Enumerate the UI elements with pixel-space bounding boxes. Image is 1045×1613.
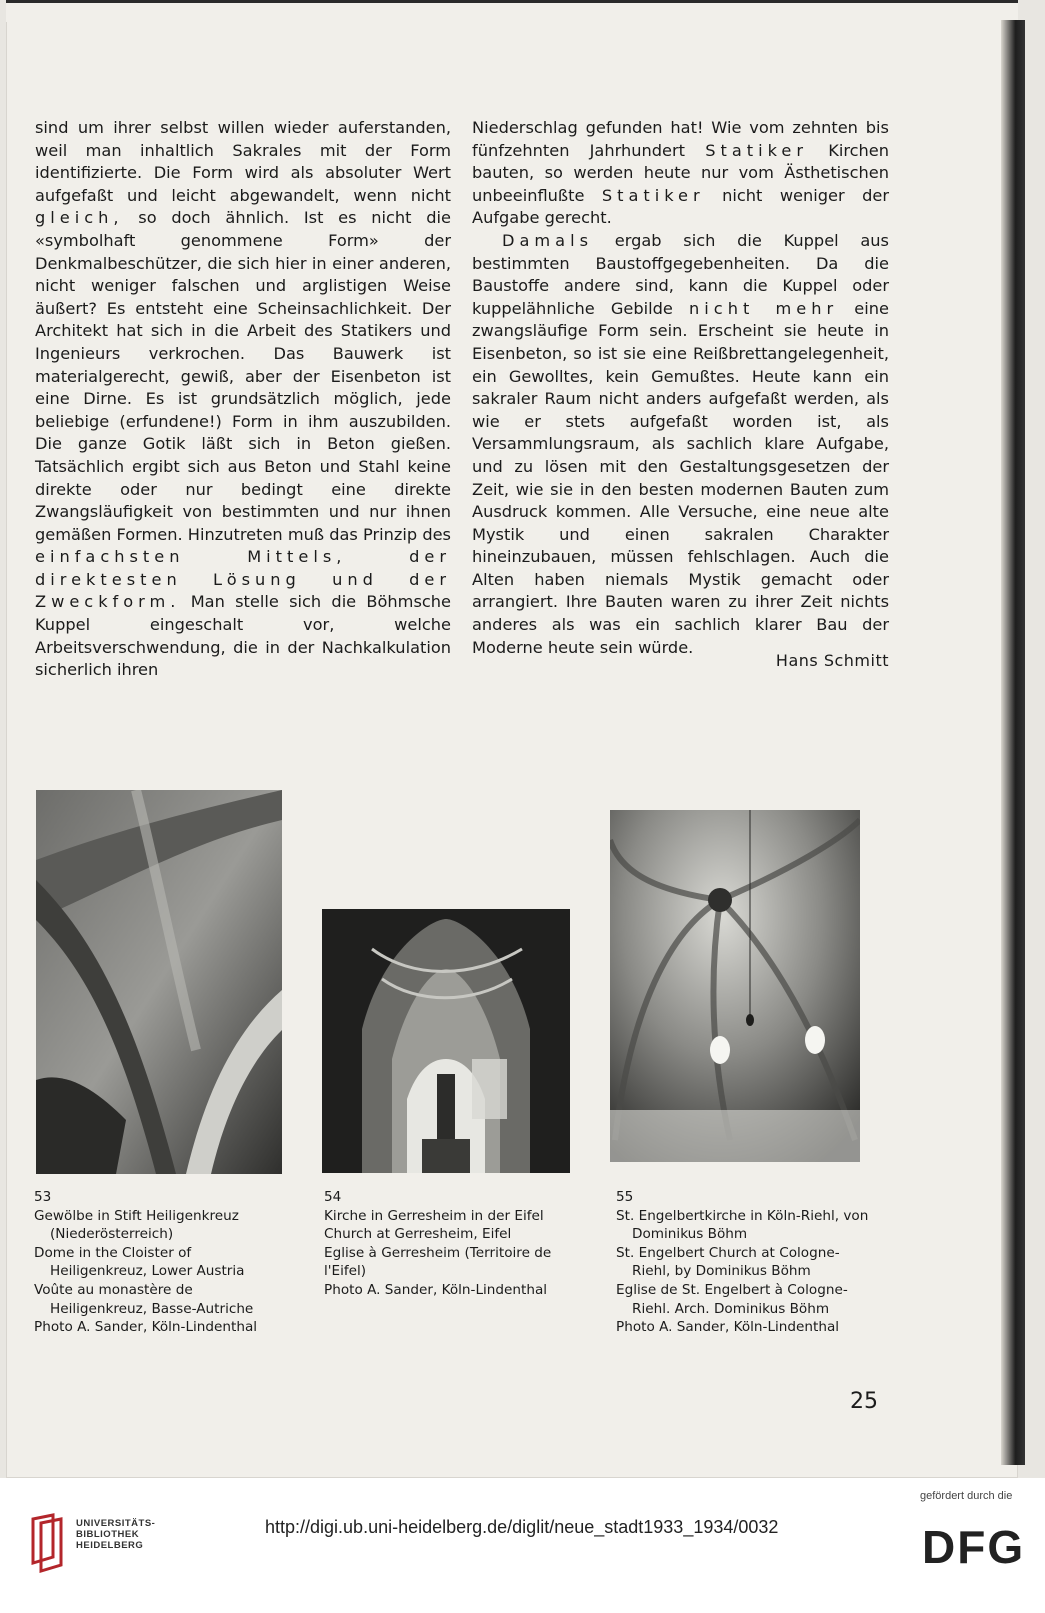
p1-spaced-a: Statiker (705, 140, 809, 160)
p2-spaced-a: Damals (502, 230, 594, 250)
page-number: 25 (850, 1389, 878, 1414)
caption-53-line-3: Voûte au monastère de Heiligenkreuz, Basse-Autriche (34, 1281, 254, 1317)
p1-text-a: Niederschlag gefunden hat! Wie vom zehnten bis fünfzehnten Jahrhundert (472, 118, 889, 160)
p1-text-c: nicht weniger der Aufgabe gerecht. (472, 185, 889, 228)
caption-53 (34, 1188, 289, 1337)
caption-54-line-3: Eglise à Gerresheim (Territoire de l'Eifel) (324, 1244, 552, 1280)
caption-54-line-4: Photo A. Sander, Köln-Lindenthal (324, 1281, 548, 1298)
left-text-2: so doch ähnlich. Ist es nicht die «symbolhaft genommene Form» der Denkmalbeschützer, die sich hier in einer anderen, nicht weniger falschen und arglistigen Weise äußert? Es entsteht eine Scheinsachlichkeit. Der Architekt hat sich in die Arbeit des Statikers und Ingenieurs verkrochen. Das Bauwerk ist materialgerecht, gewiß, aber der Eisenbeton ist eine Dirne. Es ist grundsätzlich möglich, jede beliebige (erfundene!) Form in ihm auszubilden. Die ganze Gotik läßt sich in Beton gießen. Tatsächlich ergibt sich aus Beton und Stahl keine direkte oder nur bedingt eine direkte Zwangsläufigkeit von bestimmten und nur ihnen gemäßen Formen. Hinzutreten muß das Prinzip des (35, 208, 451, 544)
left-text-3: Man stelle sich die Böhmsche Kuppel eingeschalt vor, welche Arbeitsverschwendung, die in der Nachkalkulation sicherlich ihren (35, 592, 451, 680)
caption-54-line-1: Kirche in Gerresheim in der Eifel (324, 1207, 544, 1224)
library-line-1: UNIVERSITÄTS- (76, 1518, 156, 1529)
text-column-right (472, 117, 889, 659)
caption-53-line-2: Dome in the Cloister of Heiligenkreuz, Lower Austria (34, 1244, 245, 1280)
footer-bar (0, 1478, 1045, 1613)
caption-55-number: 55 (616, 1189, 634, 1205)
author-signature: Hans Schmitt (775, 651, 889, 670)
p2-text-b: eine zwangsläufige Form sein. Erscheint sie heute in Eisenbeton, so ist sie eine Reißbrettangelegenheit, ein Gewolltes, kein Gemußtes. Heute kann ein sakraler Raum nicht anders aufgefaßt werden, als wie er stets aufgefaßt worden ist, als Versammlungsraum, als sachlich klare Aufgabe, und zu lösen mit den Gestaltungsgesetzen der Zeit, wie sie in den besten modernen Bauten zum Ausdruck kommen. Alle Versuche, eine neue alte Mystik und einen sakralen Charakter hineinzubauen, müssen fehlschlagen. Auch die Alten haben niemals Mystik gemacht oder arrangiert. Ihre Bauten waren zu ihrer Zeit nichts anderes als was ein sachlich klarer Bau der Moderne heute sein würde. (472, 298, 889, 657)
caption-54-line-2: Church at Gerresheim, Eifel (324, 1226, 512, 1243)
caption-55 (616, 1188, 876, 1337)
book-spine (1001, 20, 1025, 1465)
photo-gerresheim-church (322, 909, 570, 1173)
p2-spaced-b: nicht mehr (689, 298, 839, 318)
source-url-link[interactable]: http://digi.ub.uni-heidelberg.de/diglit/neue_stadt1933_1934/0032 (265, 1517, 779, 1537)
funding-note: gefördert durch die (920, 1490, 1013, 1502)
university-library-logo-icon (27, 1513, 67, 1573)
caption-54 (324, 1188, 586, 1300)
library-line-3: HEIDELBERG (76, 1540, 144, 1551)
photo-st-engelbert-cologne (610, 810, 860, 1162)
left-text-spaced-1: gleich, (35, 208, 124, 228)
dfg-logo: DFG (922, 1521, 1026, 1573)
left-text-spaced-2: einfachsten Mittels, der direktesten Lösung und der Zweckform. (35, 547, 451, 612)
caption-55-line-3: Eglise de St. Engelbert à Cologne-Riehl. Arch. Dominikus Böhm (616, 1281, 848, 1317)
caption-53-line-1: Gewölbe in Stift Heiligenkreuz (Niederösterreich) (34, 1207, 239, 1243)
caption-53-line-4: Photo A. Sander, Köln-Lindenthal (34, 1319, 258, 1336)
photo-heiligenkreuz-vault (36, 790, 282, 1174)
p2-text-a: ergab sich die Kuppel aus bestimmten Baustoffgegebenheiten. Da die Baustoffe andere sind, kann die Kuppel oder kuppelähnliche Gebilde (472, 230, 889, 318)
library-line-2: BIBLIOTHEK (76, 1529, 140, 1540)
p1-text-b: Kirchen bauten, so werden heute nur vom Ästhetischen unbeeinflußte (472, 140, 889, 205)
caption-54-number: 54 (324, 1189, 342, 1205)
caption-55-line-4: Photo A. Sander, Köln-Lindenthal (616, 1319, 840, 1336)
p1-spaced-b: Statiker (601, 185, 705, 205)
university-library-name (76, 1518, 155, 1551)
caption-53-number: 53 (34, 1189, 52, 1205)
paragraph-2 (472, 230, 889, 659)
caption-55-line-2: St. Engelbert Church at Cologne-Riehl, by Dominikus Böhm (616, 1244, 840, 1280)
left-text-1: sind um ihrer selbst willen wieder auferstanden, weil man inhaltlich Sakrales mit der Form identifizierte. Die Form wird als absoluter Wert aufgefaßt und leicht abgewandelt, wenn nicht (35, 118, 451, 205)
paragraph-1 (472, 117, 889, 230)
text-column-left (35, 117, 451, 682)
page-edge (6, 0, 1018, 22)
caption-55-line-1: St. Engelbertkirche in Köln-Riehl, von Dominikus Böhm (616, 1207, 869, 1243)
